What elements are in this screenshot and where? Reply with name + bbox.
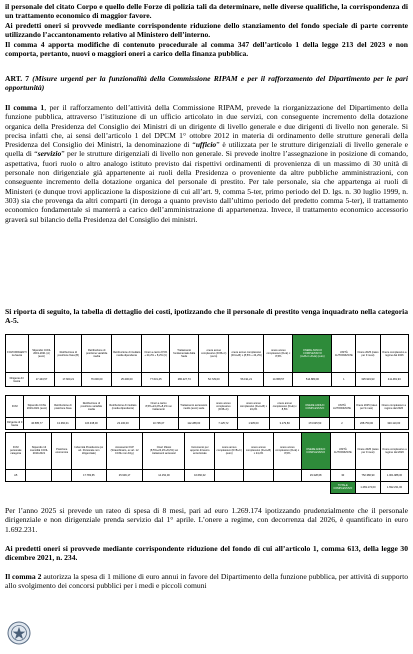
table1-header-cell: ONERE ANNUO COMPLESSIVO (A+B+C+D+E) (euro) [293, 335, 332, 373]
table3-data-cell: 1.001.988,30 [380, 469, 408, 481]
table3-header-cell: Accessorio FUP (Straordinario, ex art. 12 CCNL non dirig.) [106, 433, 143, 470]
table3-data-cell: 14.152,00 [143, 469, 185, 481]
paragraph-comma-2: Il comma 2 autorizza la spesa di 1 milione di euro annui in favore del Dipartimento della funzione pubblica, per attività di supporto allo svolgimento dei concorsi pubblici per i medi e piccoli comuni [5, 572, 408, 591]
table2-data-cell: 173.625,53 [300, 418, 330, 430]
table1-data-cell: 1 [332, 373, 356, 387]
paragraph-intro: il personale del citato Corpo e quello delle Forze di polizia tali da determinare, nelle diverse qualifiche, la corrispondenza di un trattamento economico di maggior favore. [5, 2, 408, 21]
table1-header-cell: Retribuzione di posizione variabile media [82, 335, 112, 373]
table2-data-cell: 13.360,01 [50, 418, 76, 430]
table2-data-cell: Dirigente di II fascia [6, 418, 24, 430]
table1-header-cell: Onere complessivo a regime dal 2026 [380, 335, 408, 373]
table3-data-cell: 29.328,08 [301, 469, 330, 481]
table1-header-cell: Onere 2025 (rateo per 9 mesi) [356, 335, 380, 373]
table1-data-cell: 77.631,45 [142, 373, 170, 387]
table3-data-cell: 17.783,65 [72, 469, 107, 481]
paragraph-comma-1: Il comma 1, per il rafforzamento dell’attività della Commissione RIPAM, prevede la riorganizzazione del Dipartimento della funzione pubblica, attraverso l’istituzione di un ufficio articolato in due servizi, con conseguente incremento della dotazione organica della Presidenza del Consiglio dei Ministri di un dirigente di livello generale e due dirigenti di livello non generale. Si precisa infatti che, ai sensi dell’articolo 1 del DPCM 1° ottobre 2012 in materia di ordinamento delle strutture generali della Presidenza del Consiglio dei Ministri, la denominazione di “ufficio” è utilizzata per le strutture dirigenziali di livello generale e quella di “servizio” per le strutture dirigenziali di livello non generale. Si prevede inoltre l’assegnazione in posizione di comando, aspettativa, fuori ruolo o altro analogo istituto previsto dai rispettivi ordinamenti di provenienza di un massimo di 30 unità di personale non dirigenziale già appartenente ai ruoli della Presidenza o proveniente da altre pubbliche amministrazioni, con conseguente incremento della dotazione organica del personale di prestito. Per tale personale, sia che appartenga ai ruoli di Ministeri (e dunque trovi applicazione la disposizione di cui all’art. 9, comma 5-ter, primo periodo del D. lgs. n. 30 luglio 1999, n. 303) sia che provenga da altri comparti (in deroga a quanto previsto dall’ultimo periodo del predetto comma 5-ter), il trattamento economico fondamentale si manterrà a carico dell’amministrazione di appartenenza. Invece, il trattamento economico accessorio graverà sul bilancio della Presidenza del Consiglio dei ministri. [5, 103, 408, 224]
table2-data-cell: 1.935,00 [237, 418, 269, 430]
table1-header-cell: Retribuzione di risultato media dipendente [112, 335, 142, 373]
table2-data-cell: 7.125,72 [209, 418, 237, 430]
table1-header-cell: FCM DIRIGENTI 1a fascia [6, 335, 29, 373]
cost-table-dirigenti-i-fascia [5, 334, 409, 387]
table1-header-cell: Retribuzione di posizione fissa (B) [55, 335, 82, 373]
table3-header-cell: FCM personale categoria [6, 433, 26, 470]
table3-header-cell: onere annuo complessivo (D=B+C) (euro) [215, 433, 244, 470]
table3-header-cell: UNITÀ AUTORIZZATE [330, 433, 356, 470]
table2-header-cell: onere annuo complessivo (D+E) x 8,5% [270, 396, 300, 418]
table3-data-cell: A5 [6, 469, 26, 481]
article-heading: ART. 7 (Misure urgenti per la funzionalità della Commissione RIPAM e per il rafforzamento del Dipartimento per le pari opportunità) [5, 74, 408, 93]
table2-header-cell: UNITÀ AUTORIZZATE [330, 396, 354, 418]
cost-table-personale-a5 [5, 432, 409, 494]
table3-data-cell: 752.380,90 [356, 469, 381, 481]
table1-data-cell: 52.729,00 [199, 373, 229, 387]
total-2025: 1.269.174,00 [356, 481, 381, 493]
table2-data-cell: 3.179,83 [270, 418, 300, 430]
table2-header-cell: Oneri a carico 8,5%+24,2%+8,2% sui trattamenti [139, 396, 178, 418]
table1-data-cell: 76.000,00 [82, 373, 112, 387]
table2-data-cell: 46.585,77 [24, 418, 50, 430]
table3-data-cell [273, 469, 301, 481]
total-label: TOTALE COMPLESSIVO [330, 481, 356, 493]
table3-header-cell: onere annuo complessivo (D+A+B) x 24,2% [244, 433, 274, 470]
table3-header-cell: Onere complessivo a regime dal 2026 [380, 433, 408, 470]
paragraph-table-intro: Si riporta di seguito, la tabella di dettaglio dei costi, ipotizzando che il personale di prestito venga inquadrato nella categoria A-5. [5, 307, 408, 326]
table1-data-cell: 56.191,21 [229, 373, 264, 387]
table2-header-cell: ONERE ANNUO COMPLESSIVO [300, 396, 330, 418]
table1-header-cell: UNITÀ AUTORIZZATE [332, 335, 356, 373]
table3-header-cell: Onere 2025 (rateo per 9 mesi) [356, 433, 381, 470]
table2-header-cell: Onere complessivo a regime dal 2026 [379, 396, 408, 418]
table1-data-cell: Dirigente di I fascia [6, 373, 29, 387]
table2-data-cell: 23.100,00 [107, 418, 139, 430]
table3-header-cell: Stipendio 13 mensilità CCNL 2019-2021 [26, 433, 52, 470]
table3-data-cell [244, 469, 274, 481]
paragraph-copertura: Ai predetti oneri si provvede mediante corrispondente riduzione del fondo di cui all’articolo 1, comma 613, della legge 30 dicembre 2021, n. 234. [5, 544, 408, 563]
table1-header-cell: onere annuo complessivo (D=B+C) (euro) [199, 335, 229, 373]
table2-data-cell: 10.795,07 [139, 418, 178, 430]
table1-header-cell: Trattamento fondamentale dalla Sede [170, 335, 199, 373]
table1-data-cell: 280.227,73 [170, 373, 199, 387]
table2-header-cell: onere annuo complessivo (D=B+C) [209, 396, 237, 418]
table2-header-cell: Trattamento accessorio medio (euro) sede [178, 396, 209, 418]
table3-data-cell [215, 469, 244, 481]
table2-header-cell: Retribuzione di posizione variabile media [76, 396, 107, 418]
total-regime: 1.692.231,00 [380, 481, 408, 493]
table3-data-cell [52, 469, 72, 481]
table1-data-cell: 17.600,21 [55, 373, 82, 387]
table3-data-cell [26, 469, 52, 481]
republic-emblem-icon [7, 621, 31, 645]
table2-header-cell: Retribuzione di risultato (media dipendente) [107, 396, 139, 418]
paragraph-comma-4: Il comma 4 apporta modifiche di contenuto procedurale al comma 347 dell’articolo 1 della legge 213 del 2023 e non comporta, pertanto, nuovi o maggiori oneri a carico della finanza pubblica. [5, 40, 408, 59]
table3-header-cell: onere annuo complessivo (D+E) x 8,5% [273, 433, 301, 470]
table1-data-cell: 325.919,93 [356, 373, 380, 387]
table2-header-cell: FCM [6, 396, 24, 418]
paragraph-rateo: Per l’anno 2025 si prevede un rateo di spesa di 8 mesi, pari ad euro 1.269.174 ipotizzando prudenzialmente che il personale dirigenziale e non dirigenziale prenda servizio dal 1° aprile. L’onere a regime, con decorrenza dal 2026, è quantificato in euro 1.692.231. [5, 506, 408, 534]
table2-header-cell: onere annuo complessivo (D+A+B) x 24,2% [237, 396, 269, 418]
table3-header-cell: Indennità Presidenza (ex art. Personale non dirigenziale) [72, 433, 107, 470]
table1-header-cell: onere annuo complessivo (D=A+B) x (8,5% + 24,2%) [229, 335, 264, 373]
table2-data-cell: 115.338,00 [76, 418, 107, 430]
table1-data-cell: 17.443,57 [28, 373, 55, 387]
table3-data-cell: 25.939,17 [106, 469, 143, 481]
table3-header-cell: ONERE ANNUO COMPLESSIVO [301, 433, 330, 470]
table1-data-cell: 14.958,57 [264, 373, 293, 387]
table3-data-cell: 16.660,02 [185, 469, 215, 481]
table3-data-cell: 30 [330, 469, 356, 481]
table1-header-cell: Stipendio CCNL 2019-2021 (A) (euro) [28, 335, 55, 373]
table1-header-cell: onere annuo complessivo (D+E) x 8,5% [264, 335, 293, 373]
table2-data-cell: 320.110,00 [379, 418, 408, 430]
table2-header-cell: Stipendio CCNL 2019-2021 (euro) [24, 396, 50, 418]
cost-table-dirigenti-ii-fascia [5, 395, 409, 430]
table3-header-cell: Posizione economica [52, 433, 72, 470]
table1-data-cell: 25.200,00 [112, 373, 142, 387]
table2-data-cell: 2 [330, 418, 354, 430]
table1-data-cell: 411.481,93 [380, 373, 408, 387]
paragraph-funding: Ai predetti oneri si provvede mediante corrispondente riduzione dello stanziamento del fondo speciale di parte corrente utilizzando l’accantonamento relativo al Ministero dell’interno. [5, 21, 408, 40]
table2-data-cell: 268.750,00 [354, 418, 379, 430]
table1-header-cell: Oneri a carico 8,5% + 24,2% + 8,2% (C) [142, 335, 170, 373]
table1-data-cell: 514.880,00 [293, 373, 332, 387]
table3-header-cell: Incremento per apporto di lavoro eccezionale [185, 433, 215, 470]
table2-data-cell: 112.288,00 [178, 418, 209, 430]
table2-header-cell: Retribuzione di posizione fissa [50, 396, 76, 418]
table3-header-cell: Oneri riflessi (8,5%+24,2%+8,2%) sui trattamenti accessori [143, 433, 185, 470]
table2-header-cell: Onere 2025 (rateo per 9 mesi) [354, 396, 379, 418]
